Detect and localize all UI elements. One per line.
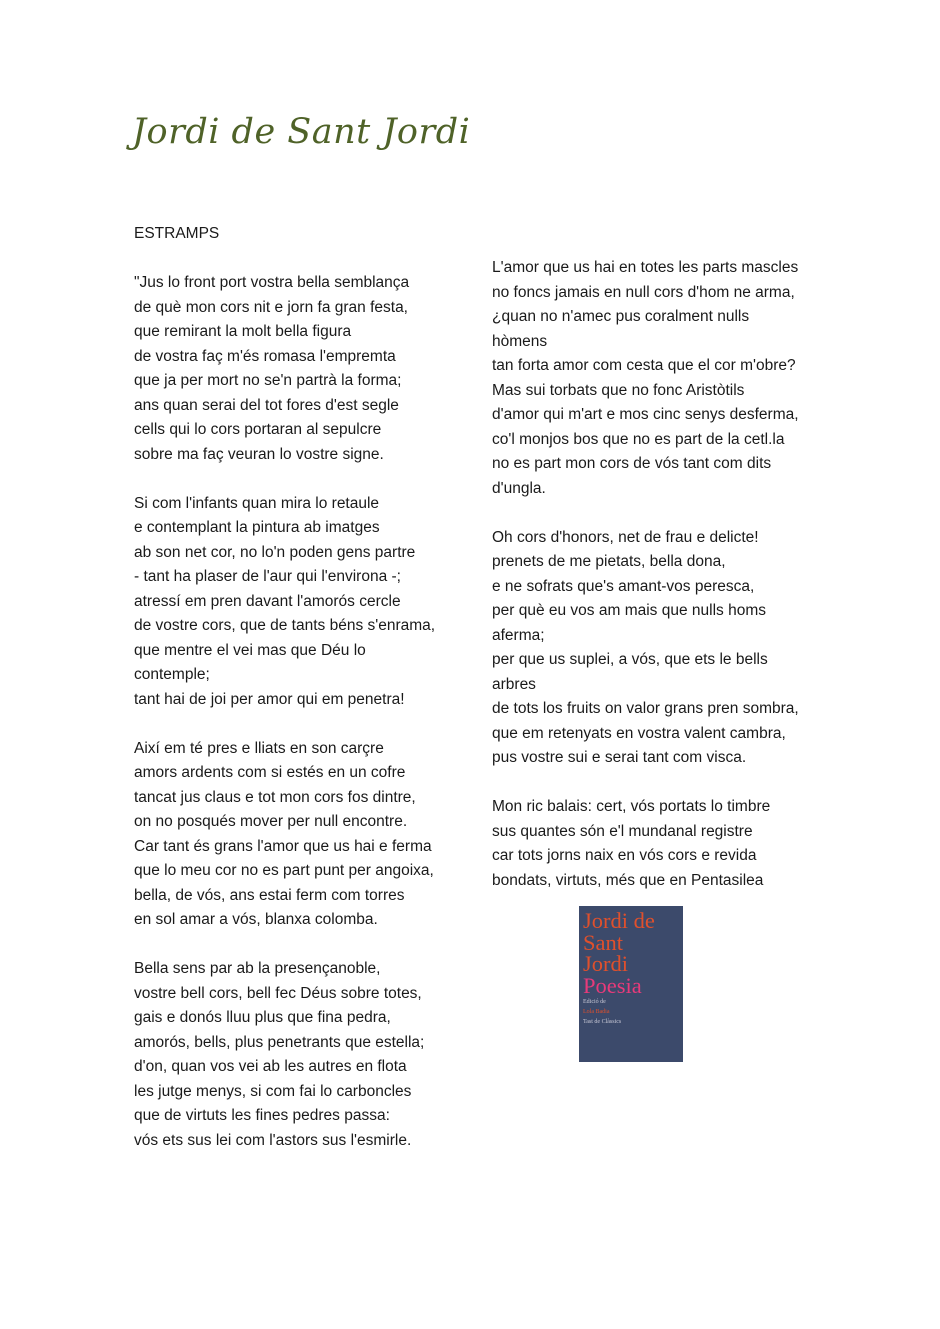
verse-line: co'l monjos bos que no es part de la cetl.la bbox=[492, 430, 785, 448]
verse-line: ab son net cor, no lo'n poden gens partre bbox=[134, 543, 416, 561]
verse-line: de vostre cors, que de tants béns s'enrama, bbox=[134, 617, 436, 634]
verse-line: de tots los fruits on valor grans pren sombra, bbox=[492, 700, 799, 717]
poem-heading: ESTRAMPS bbox=[134, 225, 220, 242]
stanza-gap bbox=[492, 771, 832, 796]
cover-series: Tast de Clàssics bbox=[583, 1019, 622, 1025]
verse-line: cells qui lo cors portaran al sepulcre bbox=[134, 421, 382, 438]
verse-line: d'ungla. bbox=[492, 479, 546, 497]
stanza bbox=[134, 737, 464, 933]
verse-line: contemple; bbox=[134, 666, 210, 683]
verse-line: que de virtuts les fines pedres passa: bbox=[134, 1107, 390, 1124]
verse-line: que ja per mort no se'n partrà la forma; bbox=[134, 372, 402, 389]
cover-subtitle: Poesia bbox=[583, 972, 642, 998]
verse-line: Car tant és grans l'amor que us hai e ferma bbox=[134, 837, 432, 855]
verse-line: amorós, bells, plus penetrants que estella; bbox=[134, 1033, 425, 1051]
verse-line: sus quantes són e'l mundanal registre bbox=[492, 822, 753, 840]
verse-line: on no posqués mover per null encontre. bbox=[134, 813, 408, 830]
verse-line: pus vostre sui e serai tant com visca. bbox=[492, 749, 747, 766]
verse-line: "Jus lo front port vostra bella semblança bbox=[134, 274, 410, 291]
verse-line: atressí em pren davant l'amorós cercle bbox=[134, 592, 401, 610]
verse-line: per que us suplei, a vós, que ets le bells bbox=[492, 651, 768, 668]
verse-line: tant hai de joi per amor qui em penetra! bbox=[134, 690, 405, 708]
stanza-gap bbox=[492, 501, 832, 526]
verse-line: tancat jus claus e tot mon cors fos dintre, bbox=[134, 788, 416, 806]
verse-line: per què eu vos am mais que nulls homs bbox=[492, 602, 766, 619]
verse-line: ans quan serai del tot fores d'est segle bbox=[134, 396, 399, 414]
verse-line: vós ets sus lei com l'astors sus l'esmirle. bbox=[134, 1131, 412, 1149]
cover-editor-line: Edició de bbox=[583, 999, 606, 1005]
verse-line: car tots jorns naix en vós cors e revida bbox=[492, 847, 757, 864]
verse-line: e ne sofrats que's amant-vos peresca, bbox=[492, 577, 755, 595]
verse-line: hòmens bbox=[492, 332, 548, 350]
verse-line: - tant ha plaser de l'aur qui l'environa -; bbox=[134, 568, 401, 585]
cover-editor-name: Lola Badia bbox=[583, 1009, 610, 1015]
stanza bbox=[134, 492, 464, 713]
cover-title-line: Jordi de bbox=[583, 908, 655, 933]
stanza bbox=[134, 271, 464, 467]
stanza bbox=[134, 957, 464, 1153]
verse-line: e contemplant la pintura ab imatges bbox=[134, 519, 380, 536]
verse-line: no foncs jamais en null cors d'hom ne arma, bbox=[492, 283, 795, 301]
verse-line: Mas sui torbats que no fonc Aristòtils bbox=[492, 381, 745, 399]
verse-line: Mon ric balais: cert, vós portats lo timbre bbox=[492, 798, 771, 815]
stanza-gap bbox=[134, 712, 464, 737]
verse-line: aferma; bbox=[492, 626, 545, 644]
verse-line: d'on, quan vos vei ab les autres en flota bbox=[134, 1058, 407, 1075]
verse-line: arbres bbox=[492, 675, 536, 693]
verse-line: en sol amar a vós, blanxa colomba. bbox=[134, 911, 378, 928]
verse-line: les jutge menys, si com fai lo carboncles bbox=[134, 1082, 412, 1100]
verse-line: gais e donós lluu plus que fina pedra, bbox=[134, 1009, 391, 1026]
verse-line: que em retenyats en vostra valent cambra, bbox=[492, 724, 786, 742]
verse-line: Així em té pres e lliats en son carçre bbox=[134, 739, 384, 757]
verse-line: ¿quan no n'amec pus coralment nulls bbox=[492, 308, 750, 325]
verse-line: Si com l'infants quan mira lo retaule bbox=[134, 494, 380, 512]
poem-right-column bbox=[492, 256, 832, 893]
verse-line: tan forta amor com cesta que el cor m'obre? bbox=[492, 357, 796, 374]
stanza bbox=[492, 526, 832, 771]
verse-line: de què mon cors nit e jorn fa gran festa, bbox=[134, 298, 408, 316]
book-cover-image bbox=[579, 906, 683, 1062]
verse-line: Bella sens par ab la presençanoble, bbox=[134, 960, 381, 977]
verse-line: prenets de me pietats, bella dona, bbox=[492, 553, 726, 570]
verse-line: que remirant la molt bella figura bbox=[134, 323, 352, 340]
verse-line: bondats, virtuts, més que en Pentasilea bbox=[492, 871, 764, 889]
cover-title-line: Sant bbox=[583, 929, 624, 955]
poem-left-column bbox=[134, 222, 464, 1153]
verse-line: bella, de vós, ans estai ferm com torres bbox=[134, 886, 405, 904]
stanza bbox=[492, 256, 832, 501]
stanza-gap bbox=[134, 247, 464, 272]
left-stanzas bbox=[134, 271, 464, 1153]
stanza-gap bbox=[134, 467, 464, 492]
verse-line: no es part mon cors de vós tant com dits bbox=[492, 455, 772, 472]
verse-line: amors ardents com si estés en un cofre bbox=[134, 764, 406, 781]
verse-line: que mentre el vei mas que Déu lo bbox=[134, 641, 366, 659]
right-stanzas bbox=[492, 256, 832, 893]
verse-line: sobre ma faç veuran lo vostre signe. bbox=[134, 445, 384, 463]
verse-line: vostre bell cors, bell fec Déus sobre totes, bbox=[134, 984, 422, 1002]
stanza-gap bbox=[134, 933, 464, 958]
verse-line: Oh cors d'honors, net de frau e delicte! bbox=[492, 528, 759, 546]
stanza bbox=[492, 795, 832, 893]
verse-line: de vostra faç m'és romasa l'empremta bbox=[134, 347, 396, 365]
verse-line: que lo meu cor no es part punt per angoixa, bbox=[134, 862, 434, 879]
verse-line: L'amor que us hai en totes les parts mascles bbox=[492, 259, 799, 276]
page-title: Jordi de Sant Jordi bbox=[132, 112, 471, 152]
cover-title-line: Jordi bbox=[583, 951, 628, 976]
verse-line: d'amor qui m'art e mos cinc senys desferma, bbox=[492, 406, 799, 423]
